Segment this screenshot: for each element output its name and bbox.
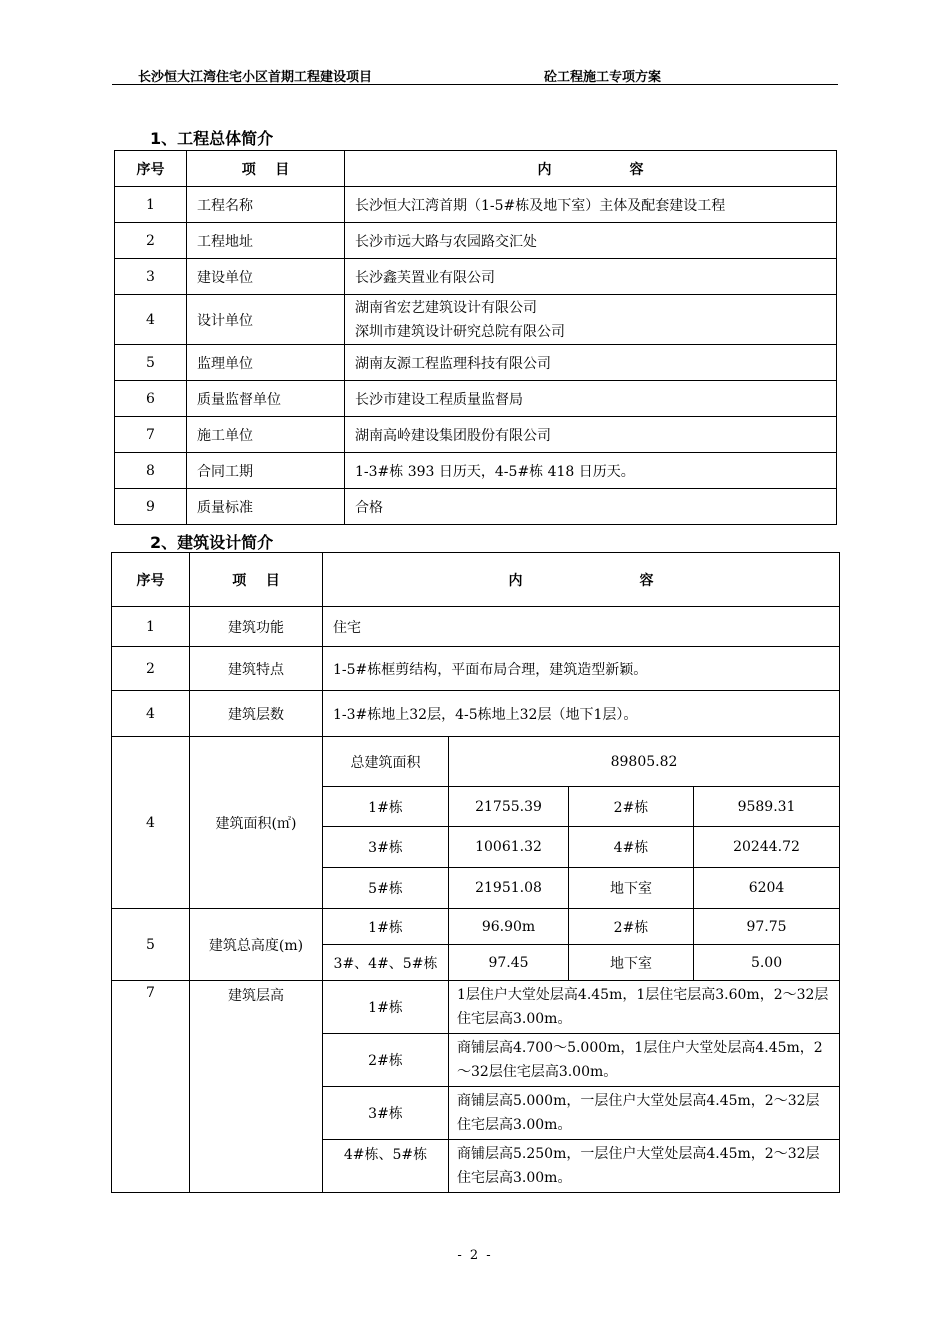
row-content: 湖南友源工程监理科技有限公司 bbox=[345, 345, 837, 381]
storey-description: 商铺层高5.000m，一层住户大堂处层高4.45m，2～32层住宅层高3.00m。 bbox=[449, 1087, 840, 1140]
project-overview-table bbox=[114, 150, 837, 525]
row-no: 5 bbox=[115, 345, 187, 381]
cell: 2#栋 bbox=[569, 909, 694, 945]
cell: 1#栋 bbox=[323, 787, 449, 827]
cell: 地下室 bbox=[569, 945, 694, 981]
row-no: 9 bbox=[115, 489, 187, 525]
header-document-title: 砼工程施工专项方案 bbox=[544, 70, 662, 85]
row-item: 设计单位 bbox=[187, 295, 345, 345]
header-no: 序号 bbox=[112, 553, 190, 607]
row-no: 5 bbox=[112, 909, 190, 981]
header-content: 内 容 bbox=[323, 553, 840, 607]
row-item: 工程名称 bbox=[187, 187, 345, 223]
row-item: 建筑层高 bbox=[190, 981, 323, 1193]
row-content: 1-5#栋框剪结构，平面布局合理，建筑造型新颖。 bbox=[323, 647, 840, 691]
table-row bbox=[115, 381, 837, 417]
cell: 地下室 bbox=[569, 868, 694, 909]
row-item: 合同工期 bbox=[187, 453, 345, 489]
cell: 3#、4#、5#栋 bbox=[323, 945, 449, 981]
table-row bbox=[112, 607, 840, 647]
table-row bbox=[112, 981, 840, 1034]
cell: 96.90m bbox=[449, 909, 569, 945]
table-row bbox=[115, 187, 837, 223]
building: 2#栋 bbox=[323, 1034, 449, 1087]
cell: 4#栋 bbox=[569, 827, 694, 868]
row-item: 建设单位 bbox=[187, 259, 345, 295]
cell: 9589.31 bbox=[694, 787, 840, 827]
row-no: 4 bbox=[112, 691, 190, 737]
page-number: - 2 - bbox=[457, 1248, 493, 1263]
row-content: 长沙恒大江湾首期（1-5#栋及地下室）主体及配套建设工程 bbox=[345, 187, 837, 223]
row-content: 湖南高岭建设集团股份有限公司 bbox=[345, 417, 837, 453]
table-row bbox=[112, 909, 840, 945]
total-area-label: 总建筑面积 bbox=[323, 737, 449, 787]
row-content: 合格 bbox=[345, 489, 837, 525]
row-no: 7 bbox=[115, 417, 187, 453]
row-no: 1 bbox=[115, 187, 187, 223]
row-content: 1-3#栋地上32层，4-5栋地上32层（地下1层）。 bbox=[323, 691, 840, 737]
table-row bbox=[115, 345, 837, 381]
table-row bbox=[112, 647, 840, 691]
header-no: 序号 bbox=[115, 151, 187, 187]
building: 4#栋、5#栋 bbox=[323, 1140, 449, 1193]
table-row bbox=[115, 223, 837, 259]
header-project-name: 长沙恒大江湾住宅小区首期工程建设项目 bbox=[138, 70, 373, 85]
table-row bbox=[115, 489, 837, 525]
storey-description: 商铺层高5.250m，一层住户大堂处层高4.45m，2～32层住宅层高3.00m。 bbox=[449, 1140, 840, 1193]
cell: 21951.08 bbox=[449, 868, 569, 909]
section1-title: 1、工程总体简介 bbox=[150, 129, 274, 148]
row-item: 建筑总高度(m) bbox=[190, 909, 323, 981]
row-no: 4 bbox=[112, 737, 190, 909]
storey-description: 商铺层高4.700～5.000m，1层住户大堂处层高4.45m，2～32层住宅层高3.00m。 bbox=[449, 1034, 840, 1087]
section2-title: 2、建筑设计简介 bbox=[150, 533, 274, 552]
building: 3#栋 bbox=[323, 1087, 449, 1140]
row-content: 长沙鑫芙置业有限公司 bbox=[345, 259, 837, 295]
row-no: 1 bbox=[112, 607, 190, 647]
row-no: 4 bbox=[115, 295, 187, 345]
table-row bbox=[115, 259, 837, 295]
row-content: 1-3#栋 393 日历天，4-5#栋 418 日历天。 bbox=[345, 453, 837, 489]
row-item: 建筑面积(㎡) bbox=[190, 737, 323, 909]
row-content: 长沙市远大路与农园路交汇处 bbox=[345, 223, 837, 259]
row-no: 6 bbox=[115, 381, 187, 417]
row-no: 3 bbox=[115, 259, 187, 295]
cell: 10061.32 bbox=[449, 827, 569, 868]
cell: 20244.72 bbox=[694, 827, 840, 868]
row-no: 2 bbox=[112, 647, 190, 691]
cell: 97.45 bbox=[449, 945, 569, 981]
row-content bbox=[345, 295, 837, 345]
row-item: 质量监督单位 bbox=[187, 381, 345, 417]
row-item: 建筑特点 bbox=[190, 647, 323, 691]
table-row bbox=[112, 737, 840, 787]
header-item: 项 目 bbox=[190, 553, 323, 607]
cell: 6204 bbox=[694, 868, 840, 909]
cell: 97.75 bbox=[694, 909, 840, 945]
row-item: 工程地址 bbox=[187, 223, 345, 259]
row-item: 建筑层数 bbox=[190, 691, 323, 737]
row-item: 质量标准 bbox=[187, 489, 345, 525]
row-item: 施工单位 bbox=[187, 417, 345, 453]
row-item: 监理单位 bbox=[187, 345, 345, 381]
cell: 3#栋 bbox=[323, 827, 449, 868]
cell: 5#栋 bbox=[323, 868, 449, 909]
table-row bbox=[115, 453, 837, 489]
building: 1#栋 bbox=[323, 981, 449, 1034]
designer-2: 深圳市建筑设计研究总院有限公司 bbox=[355, 323, 565, 340]
table-row bbox=[115, 417, 837, 453]
cell: 1#栋 bbox=[323, 909, 449, 945]
cell: 2#栋 bbox=[569, 787, 694, 827]
total-area-value: 89805.82 bbox=[449, 737, 840, 787]
row-content: 长沙市建设工程质量监督局 bbox=[345, 381, 837, 417]
table-row bbox=[112, 691, 840, 737]
row-content: 住宅 bbox=[323, 607, 840, 647]
storey-description: 1层住户大堂处层高4.45m，1层住宅层高3.60m，2～32层住宅层高3.00m。 bbox=[449, 981, 840, 1034]
architecture-design-table bbox=[111, 552, 840, 1193]
header-content: 内 容 bbox=[345, 151, 837, 187]
cell: 21755.39 bbox=[449, 787, 569, 827]
row-no: 2 bbox=[115, 223, 187, 259]
row-no: 7 bbox=[112, 981, 190, 1193]
cell: 5.00 bbox=[694, 945, 840, 981]
designer-1: 湖南省宏艺建筑设计有限公司 bbox=[355, 299, 537, 316]
row-item: 建筑功能 bbox=[190, 607, 323, 647]
header-item: 项 目 bbox=[187, 151, 345, 187]
row-no: 8 bbox=[115, 453, 187, 489]
table-row bbox=[115, 295, 837, 345]
page-header bbox=[112, 64, 838, 85]
